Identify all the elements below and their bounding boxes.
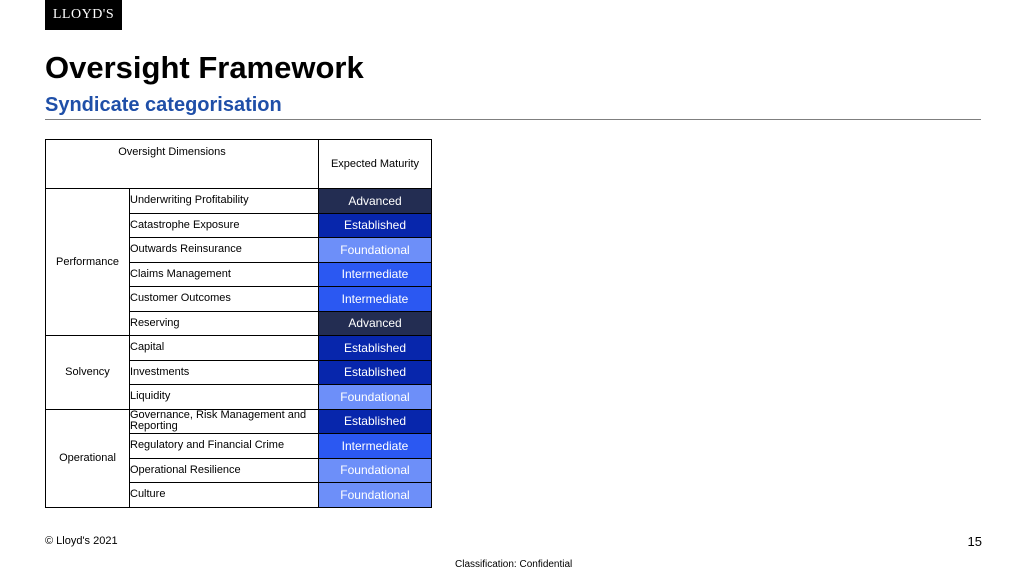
table-row [46, 409, 432, 434]
dimension-cell: Culture [130, 483, 319, 508]
maturity-cell: Established [319, 360, 432, 385]
page-number: 15 [967, 534, 982, 549]
classification-label: Classification: Confidential [455, 559, 573, 570]
maturity-cell: Intermediate [319, 262, 432, 287]
maturity-cell: Advanced [319, 189, 432, 214]
maturity-cell: Foundational [319, 385, 432, 410]
maturity-cell: Foundational [319, 458, 432, 483]
copyright-text: © Lloyd's 2021 [45, 535, 118, 547]
maturity-cell: Established [319, 409, 432, 434]
dimension-cell: Customer Outcomes [130, 287, 319, 312]
dimension-cell: Underwriting Profitability [130, 189, 319, 214]
maturity-cell: Established [319, 213, 432, 238]
lloyds-logo [45, 0, 122, 30]
dimension-cell: Claims Management [130, 262, 319, 287]
title-divider [45, 119, 981, 120]
maturity-cell: Foundational [319, 238, 432, 263]
dimension-cell: Governance, Risk Management and Reporting [130, 409, 319, 434]
category-cell: Performance [46, 189, 130, 336]
header-dimensions-label: Oversight Dimensions [118, 146, 226, 158]
dimension-cell: Catastrophe Exposure [130, 213, 319, 238]
dimension-cell: Liquidity [130, 385, 319, 410]
dimension-cell: Outwards Reinsurance [130, 238, 319, 263]
maturity-cell: Advanced [319, 311, 432, 336]
dimension-cell: Capital [130, 336, 319, 361]
category-cell: Operational [46, 409, 130, 507]
table-header-row [46, 140, 432, 189]
maturity-cell: Foundational [319, 483, 432, 508]
dimension-cell: Reserving [130, 311, 319, 336]
header-oversight-dimensions [46, 140, 319, 189]
maturity-cell: Intermediate [319, 287, 432, 312]
dimension-cell: Regulatory and Financial Crime [130, 434, 319, 459]
category-cell: Solvency [46, 336, 130, 410]
dimension-cell: Investments [130, 360, 319, 385]
dimension-cell: Operational Resilience [130, 458, 319, 483]
logo-text: LLOYD'S [52, 7, 115, 22]
table-row [46, 189, 432, 214]
page-subtitle: Syndicate categorisation [45, 94, 282, 116]
table-row [46, 336, 432, 361]
oversight-table [45, 139, 432, 508]
header-expected-maturity: Expected Maturity [319, 140, 432, 189]
page-title: Oversight Framework [45, 50, 364, 85]
maturity-cell: Established [319, 336, 432, 361]
maturity-cell: Intermediate [319, 434, 432, 459]
